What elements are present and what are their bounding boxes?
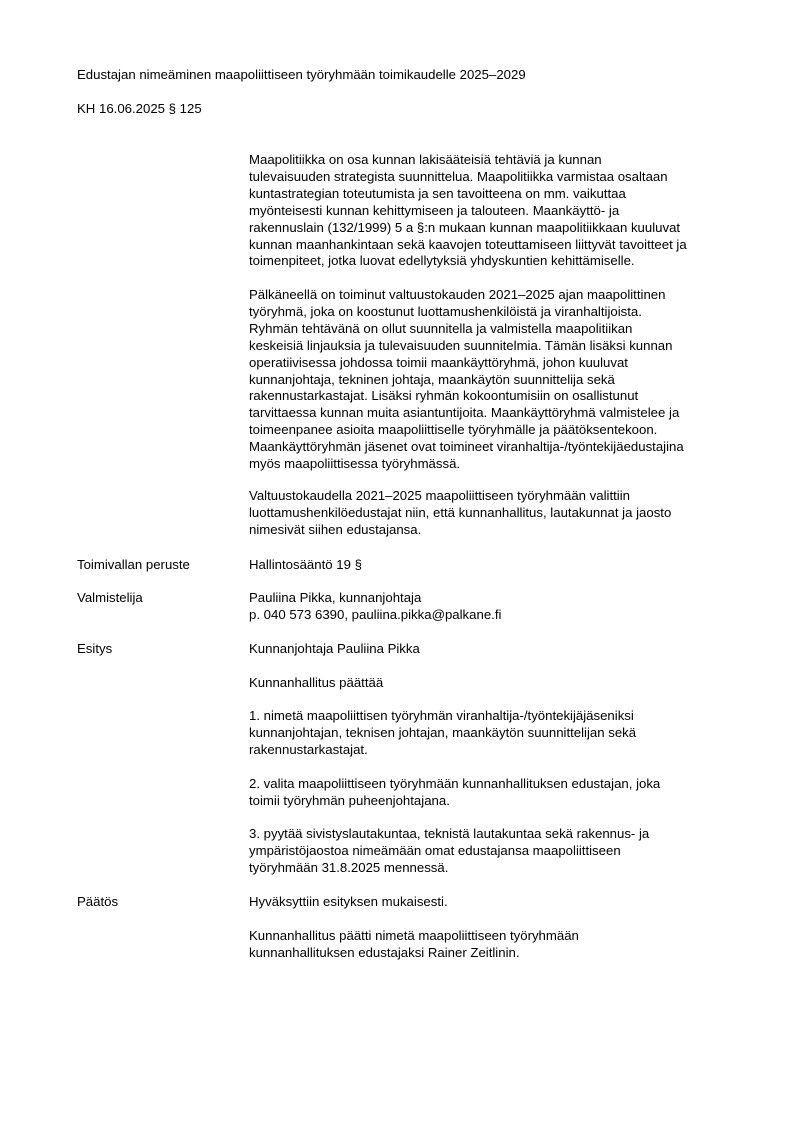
background-paragraph-1 [249, 152, 741, 270]
text-line: Ryhmän tehtävänä on ollut suunnitella ja valmistella maapolitiikan [249, 320, 633, 336]
text-line: myönteisesti kunnan kehittymiseen ja talouteen. Maankäyttö- ja [249, 202, 620, 218]
text-line: luottamushenkilöedustajat niin, että kunnanhallitus, lautakunnat ja jaosto [249, 504, 672, 520]
text-line: kunnanjohtajan, teknisen johtajan, maankäytön suunnittelijan sekä [249, 724, 637, 740]
text-line: rakennustarkastajat. [249, 741, 368, 757]
text-line: toimii työryhmän puheenjohtajana. [249, 792, 450, 808]
meeting-reference: KH 16.06.2025 § 125 [77, 101, 202, 116]
decision-approval: Hyväksyttiin esityksen mukaisesti. [249, 894, 448, 909]
proposal-intro: Kunnanhallitus päättää [249, 675, 384, 690]
text-line: nimesivät siihen edustajansa. [249, 521, 422, 537]
text-line: työryhmä, joka on koostunut luottamushenkilöistä ja viranhaltijoista. [249, 303, 642, 319]
text-line: ympäristöjaostoa nimeämään omat edustajansa maapoliittiseen [249, 842, 621, 858]
authority-value: Hallintosääntö 19 § [249, 557, 362, 572]
proposal-item-1 [249, 708, 741, 759]
preparer-name: Pauliina Pikka, kunnanjohtaja [249, 590, 422, 605]
preparer-block [249, 590, 741, 624]
text-line: Pälkäneellä on toiminut valtuustokauden 2021–2025 ajan maapolittinen [249, 287, 666, 302]
proposal-presenter-block [249, 641, 741, 658]
text-line: rakennustarkastajat. Lisäksi ryhmän kokoontumisiin on osallistunut [249, 388, 639, 404]
text-line: 3. pyytää sivistyslautakuntaa, teknistä lautakuntaa sekä rakennus- ja [249, 826, 650, 841]
proposal-intro-block [249, 675, 741, 692]
text-line: kunnan maanhankintaan sekä kaavojen toteuttamiseen liittyvät tavoitteet ja [249, 236, 687, 252]
proposal-label: Esitys [77, 641, 113, 656]
text-line: työryhmään 31.8.2025 mennessä. [249, 859, 449, 875]
text-line: Kunnanhallitus päätti nimetä maapoliittiseen työryhmään [249, 928, 579, 943]
text-line: 1. nimetä maapoliittisen työryhmän viranhaltija-/työntekijäjäseniksi [249, 708, 634, 723]
proposal-item-3 [249, 826, 741, 877]
decision-label: Päätös [77, 894, 119, 909]
text-line: kuntastrategian toteutumista ja sen tavoitteena on mm. vaikuttaa [249, 185, 626, 201]
text-line: rakennuslain (132/1999) 5 a §:n mukaan kunnan maapolitiikkaan kuuluvat [249, 219, 681, 235]
text-line: tarvittaessa kunnan muita asiantuntijoita. Maankäyttöryhmä valmistelee ja [249, 405, 680, 421]
text-line: myös maapoliittisessa työryhmässä. [249, 456, 461, 472]
authority-value-block [249, 557, 741, 574]
text-line: Maapolitiikka on osa kunnan lakisääteisiä tehtäviä ja kunnan [249, 152, 602, 167]
text-line: Valtuustokaudella 2021–2025 maapoliittiseen työryhmään valittiin [249, 488, 630, 503]
text-line: toimenpiteet, jotka luovat edellytyksiä yhdyskuntien kehittämiselle. [249, 253, 635, 269]
text-line: 2. valita maapoliittiseen työryhmään kunnanhallituksen edustajan, joka [249, 776, 661, 791]
text-line: keskeisiä linjauksia ja tulevaisuuden suunnitelmia. Tämän lisäksi kunnan [249, 337, 673, 353]
authority-label: Toimivallan peruste [77, 557, 190, 572]
text-line: kunnanjohtaja, tekninen johtaja, maankäytön suunnittelija sekä [249, 371, 615, 387]
text-line: kunnanhallituksen edustajaksi Rainer Zeitlinin. [249, 944, 520, 960]
background-paragraph-2 [249, 287, 741, 473]
background-paragraph-3 [249, 488, 741, 539]
decision-approval-block [249, 894, 741, 911]
preparer-label: Valmistelija [77, 590, 143, 605]
document-title: Edustajan nimeäminen maapoliittiseen työryhmään toimikaudelle 2025–2029 [77, 67, 526, 82]
proposal-item-2 [249, 776, 741, 810]
text-line: operatiivisessa johdossa toimii maankäyttöryhmä, johon kuuluvat [249, 354, 628, 370]
text-line: toimeenpanee asioita maapoliittiselle työryhmälle ja päätöksentekoon. [249, 422, 658, 438]
text-line: tulevaisuuden strategista suunnittelua. Maapolitiikka varmistaa osaltaan [249, 168, 668, 184]
preparer-contact: p. 040 573 6390, pauliina.pikka@palkane.fi [249, 606, 502, 622]
text-line: Maankäyttöryhmän jäsenet ovat toimineet viranhaltija-/työntekijäedustajina [249, 439, 684, 455]
decision-statement-block [249, 928, 741, 962]
proposal-presenter: Kunnanjohtaja Pauliina Pikka [249, 641, 420, 656]
